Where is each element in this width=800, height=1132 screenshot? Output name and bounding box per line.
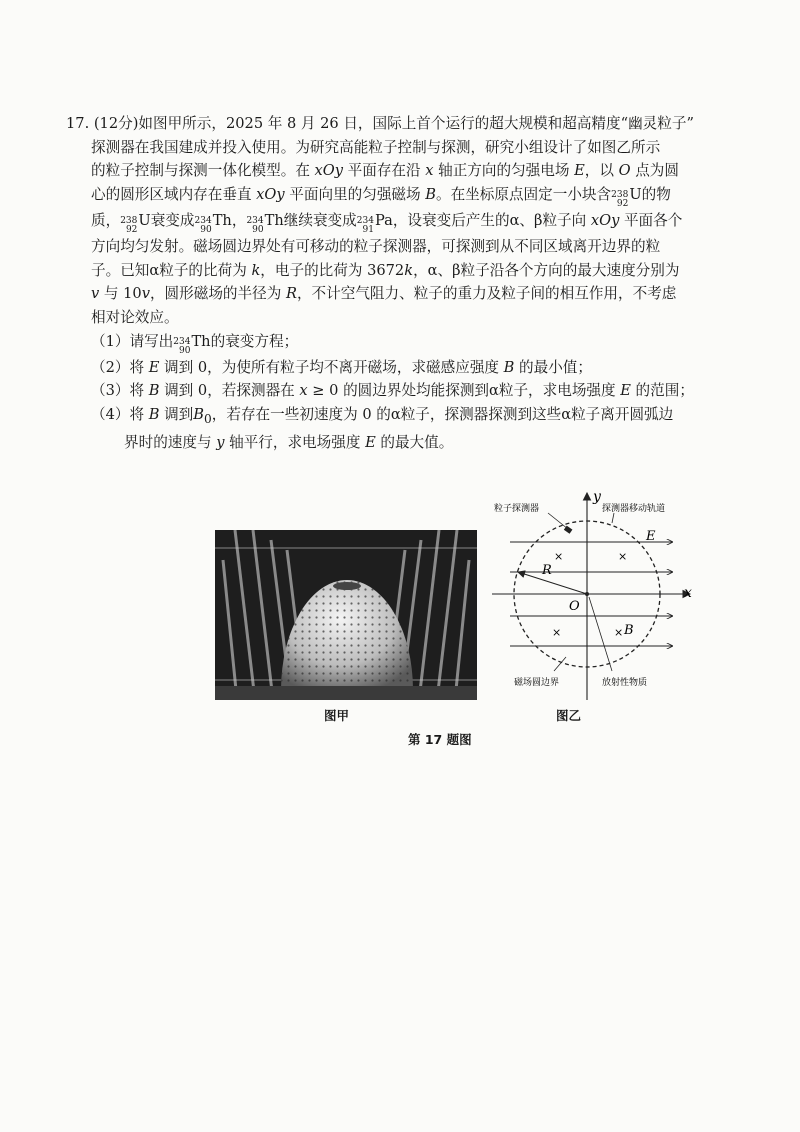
question-4 xyxy=(66,403,716,432)
var: B xyxy=(503,358,515,376)
var: B xyxy=(193,405,205,423)
radioactive-source xyxy=(585,592,589,596)
text: ，设衰变后产生的α、β粒子向 xyxy=(392,211,591,229)
label-axis-y: y xyxy=(593,489,601,505)
symbol: Th xyxy=(212,211,232,229)
boundary-pointer xyxy=(554,657,566,671)
label-E: E xyxy=(646,529,656,544)
text: 继续衰变成 xyxy=(283,211,357,229)
subscript: 0 xyxy=(204,411,212,426)
text: 的物 xyxy=(641,185,671,203)
question-1 xyxy=(66,330,716,356)
text: 平面各个 xyxy=(619,211,683,229)
text: 调到 0，为使所有粒子均不离开磁场，求磁感应强度 xyxy=(159,358,504,376)
var: B xyxy=(425,185,436,203)
detector-photo-image xyxy=(215,530,477,700)
var: B xyxy=(148,382,160,400)
field-cross: × xyxy=(554,550,564,563)
nuclide-pa234 xyxy=(357,209,393,235)
field-diagram xyxy=(490,485,710,710)
text: 界时的速度与 xyxy=(124,434,217,452)
problem-line xyxy=(66,183,716,209)
text: 的范围； xyxy=(630,382,694,400)
question-2 xyxy=(66,356,716,380)
field-cross: × xyxy=(618,550,628,563)
label-axis-x: x xyxy=(684,585,692,601)
text: 17. (12分)如图甲所示，2025 年 8 月 26 日，国际上首个运行的超大规模和超高精度“幽灵粒子” xyxy=(66,115,694,132)
nuclide-u238 xyxy=(120,209,151,235)
label-material: 放射性物质 xyxy=(602,678,648,688)
text: 调到 0，若探测器在 xyxy=(159,382,300,400)
text: 平面存在沿 xyxy=(343,162,426,180)
text: （1）请写出 xyxy=(91,332,174,350)
text: 调到 xyxy=(159,405,194,423)
problem-line xyxy=(66,259,716,283)
problem-line xyxy=(66,235,716,259)
field-cross: × xyxy=(552,626,562,639)
text: 子。已知α粒子的比荷为 xyxy=(91,261,252,279)
problem-line xyxy=(66,306,716,330)
problem-17 xyxy=(66,112,716,455)
text: 质， xyxy=(91,211,121,229)
var: E xyxy=(574,162,585,180)
text: 的最小值； xyxy=(514,358,592,376)
text: 方向均匀发射。磁场圆边界处有可移动的粒子探测器，可探测到从不同区域离开边界的粒 xyxy=(91,238,661,256)
text: 轴平行，求电场强度 xyxy=(224,434,366,452)
caption-figure-a: 图甲 xyxy=(324,708,350,723)
atomic-number: 90 xyxy=(252,225,264,236)
text: ，若存在一些初速度为 0 的α粒子，探测器探测到这些α粒子离开圆弧边 xyxy=(211,405,674,423)
text: 衰变成 xyxy=(150,211,195,229)
text: 平面向里的匀强磁场 xyxy=(284,185,426,203)
question-4-cont xyxy=(66,431,716,455)
text: ，α、β粒子沿各个方向的最大速度分别为 xyxy=(413,261,680,279)
nuclide-u238 xyxy=(611,183,642,209)
label-R: R xyxy=(542,563,552,578)
nuclide-th234 xyxy=(195,209,232,235)
nuclide-th234 xyxy=(173,330,210,356)
text: ，不计空气阻力、粒子的重力及粒子间的相互作用，不考虑 xyxy=(296,285,677,303)
var: xOy xyxy=(314,162,343,180)
text: （3）将 xyxy=(91,382,149,400)
mass-number: 238 xyxy=(611,189,629,200)
var: E xyxy=(620,382,631,400)
var: k xyxy=(251,261,261,279)
text: 心的圆形区域内存在垂直 xyxy=(91,185,257,203)
atomic-number: 90 xyxy=(200,225,212,236)
label-boundary: 磁场圆边界 xyxy=(514,678,560,688)
var: v xyxy=(91,285,100,303)
text: 相对论效应。 xyxy=(91,308,179,326)
mass-number: 238 xyxy=(120,216,138,227)
mass-number: 234 xyxy=(246,216,264,227)
symbol: Th xyxy=(191,332,211,350)
var: xOy xyxy=(256,185,285,203)
symbol: U xyxy=(138,211,151,229)
label-track: 探测器移动轨道 xyxy=(602,504,666,514)
label-detector: 粒子探测器 xyxy=(494,504,540,514)
var: k xyxy=(404,261,414,279)
problem-line xyxy=(66,136,716,160)
atomic-number: 92 xyxy=(616,198,629,209)
mass-number: 234 xyxy=(356,216,374,227)
text: ，电子的比荷为 3672 xyxy=(260,261,405,279)
var: xOy xyxy=(590,211,620,229)
atomic-number: 92 xyxy=(125,225,138,236)
atomic-number: 90 xyxy=(179,345,191,356)
problem-line xyxy=(66,159,716,183)
var: v xyxy=(141,285,150,303)
detector-photo xyxy=(215,530,477,700)
field-cross: × xyxy=(614,626,624,639)
var: x xyxy=(425,162,434,180)
symbol: Th xyxy=(264,211,284,229)
caption-figure-main: 第 17 题图 xyxy=(408,732,472,747)
text: 的衰变方程； xyxy=(210,332,299,350)
mass-number: 234 xyxy=(194,216,212,227)
text: （4）将 xyxy=(91,405,149,423)
text: 探测器在我国建成并投入使用。为研究高能粒子控制与探测，研究小组设计了如图乙所示 xyxy=(91,138,661,156)
atomic-number: 91 xyxy=(362,225,374,236)
var: B xyxy=(148,405,160,423)
detector-pointer xyxy=(548,513,568,529)
symbol: U xyxy=(629,185,642,203)
problem-line xyxy=(66,282,716,306)
var: E xyxy=(148,358,160,376)
caption-figure-b: 图乙 xyxy=(556,708,582,723)
var: y xyxy=(216,434,225,452)
track-pointer xyxy=(612,513,614,523)
var: E xyxy=(365,434,376,452)
radius-arrow xyxy=(518,572,587,594)
symbol: Pa xyxy=(374,211,393,229)
question-3 xyxy=(66,379,716,403)
material-pointer xyxy=(589,597,612,671)
var: R xyxy=(285,285,297,303)
text: ≥ 0 的圆边界处均能探测到α粒子，求电场强度 xyxy=(307,382,621,400)
label-origin: O xyxy=(569,599,580,614)
problem-line xyxy=(66,209,716,235)
text: ， xyxy=(231,211,247,229)
label-B: B xyxy=(624,623,634,638)
text: 的粒子控制与探测一体化模型。在 xyxy=(91,162,315,180)
text: 点为圆 xyxy=(630,162,679,180)
problem-line xyxy=(66,112,716,136)
mass-number: 234 xyxy=(173,336,191,347)
text: ，以 xyxy=(584,162,619,180)
text: （2）将 xyxy=(91,358,149,376)
var: O xyxy=(618,162,631,180)
nuclide-th234 xyxy=(246,209,283,235)
text: 。在坐标原点固定一小块含 xyxy=(435,185,612,203)
text: ，圆形磁场的半径为 xyxy=(149,285,286,303)
text: 轴正方向的匀强电场 xyxy=(433,162,575,180)
text: 与 10 xyxy=(99,285,142,303)
text: 的最大值。 xyxy=(375,434,454,452)
var: x xyxy=(299,382,308,400)
